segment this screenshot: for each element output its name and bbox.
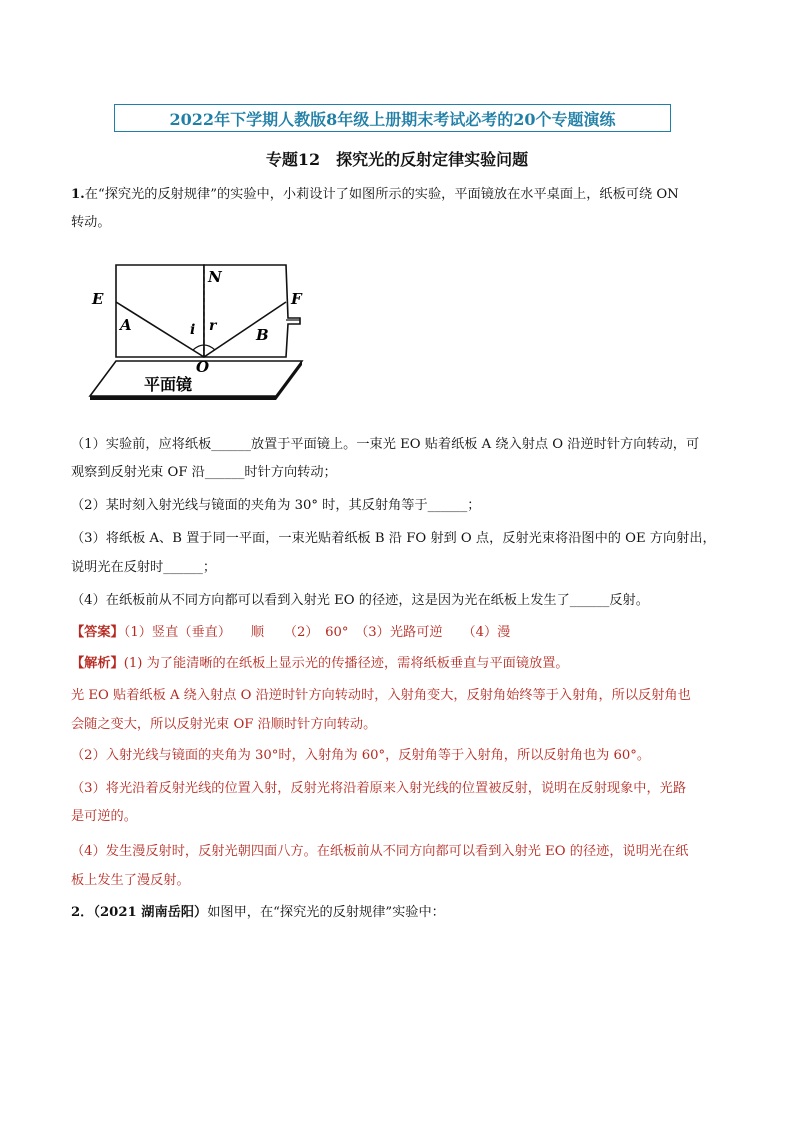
label-i: i bbox=[190, 322, 196, 338]
q1-analysis-line-8: 板上发生了漫反射。 bbox=[71, 873, 190, 888]
q2-source: （2021 湖南岳阳） bbox=[93, 905, 208, 920]
q1-analysis-line-7: （4）发生漫反射时，反射光朝四面八方。在纸板前从不同方向都可以看到入射光 EO 的径迹，说明光在纸 bbox=[71, 844, 689, 859]
label-b: B bbox=[256, 326, 269, 344]
q1-analysis-line-1 bbox=[71, 655, 569, 673]
label-r: r bbox=[209, 318, 217, 334]
q1-sub3-line-2: 说明光在反射时______； bbox=[71, 560, 217, 575]
answer-text: （1）竖直（垂直） 顺 （2） 60° （3）光路可逆 （4）漫 bbox=[123, 625, 511, 640]
q1-stem-line-1 bbox=[71, 186, 679, 204]
document-banner: 2022年下学期人教版8年级上册期末考试必考的20个专题演练 bbox=[114, 104, 671, 132]
label-f: F bbox=[291, 290, 302, 308]
q1-sub4: （4）在纸板前从不同方向都可以看到入射光 EO 的径迹，这是因为光在纸板上发生了______反射。 bbox=[71, 593, 649, 608]
analysis-text-1: (1) 为了能清晰的在纸板上显示光的传播径迹，需将纸板垂直与平面镜放置。 bbox=[123, 656, 569, 671]
mirror-slab-edge bbox=[90, 396, 276, 400]
mirror-label: 平面镜 bbox=[144, 375, 193, 394]
topic-title: 专题12 探究光的反射定律实验问题 bbox=[265, 150, 529, 169]
label-n: N bbox=[208, 268, 222, 286]
q1-number: 1. bbox=[71, 187, 85, 202]
q1-sub2: （2）某时刻入射光线与镜面的夹角为 30° 时，其反射角等于______； bbox=[71, 498, 481, 513]
q1-analysis-line-3: 会随之变大，所以反射光束 OF 沿顺时针方向转动。 bbox=[71, 717, 377, 732]
q1-stem-line-2: 转动。 bbox=[71, 215, 111, 230]
answer-key: 【答案】 bbox=[71, 625, 124, 640]
q1-answer bbox=[71, 624, 510, 642]
label-o: O bbox=[196, 358, 210, 376]
q1-stem-text: 在“探究光的反射规律”的实验中，小莉设计了如图所示的实验，平面镜放在水平桌面上，纸板可绕 ON bbox=[84, 187, 679, 202]
q1-sub1-line-2: 观察到反射光束 OF 沿______时针方向转动； bbox=[71, 465, 337, 480]
q1-sub3-line-1: （3）将纸板 A、B 置于同一平面，一束光贴着纸板 B 沿 FO 射到 O 点，反射光束将沿图中的 OE 方向射出， bbox=[71, 531, 716, 546]
reflection-experiment-figure bbox=[86, 262, 314, 402]
q1-analysis-line-4: （2）入射光线与镜面的夹角为 30°时，入射角为 60°，反射角等于入射角，所以反射角也为 60°。 bbox=[71, 748, 651, 763]
label-e: E bbox=[92, 290, 104, 308]
q2-stem-text: 如图甲，在“探究光的反射规律”实验中： bbox=[207, 905, 445, 920]
q2-stem bbox=[71, 904, 445, 922]
label-a: A bbox=[120, 316, 132, 334]
q1-analysis-line-2: 光 EO 贴着纸板 A 绕入射点 O 沿逆时针方向转动时，入射角变大，反射角始终等于入射角，所以反射角也 bbox=[71, 688, 691, 703]
q2-number: 2． bbox=[71, 905, 94, 920]
q1-analysis-line-5: （3）将光沿着反射光线的位置入射，反射光将沿着原来入射光线的位置被反射，说明在反射现象中，光路 bbox=[71, 781, 687, 796]
q1-sub1-line-1: （1）实验前，应将纸板______放置于平面镜上。一束光 EO 贴着纸板 A 绕入射点 O 沿逆时针方向转动，可 bbox=[71, 437, 700, 452]
q1-analysis-line-6: 是可逆的。 bbox=[71, 809, 137, 824]
analysis-key: 【解析】 bbox=[71, 656, 124, 671]
